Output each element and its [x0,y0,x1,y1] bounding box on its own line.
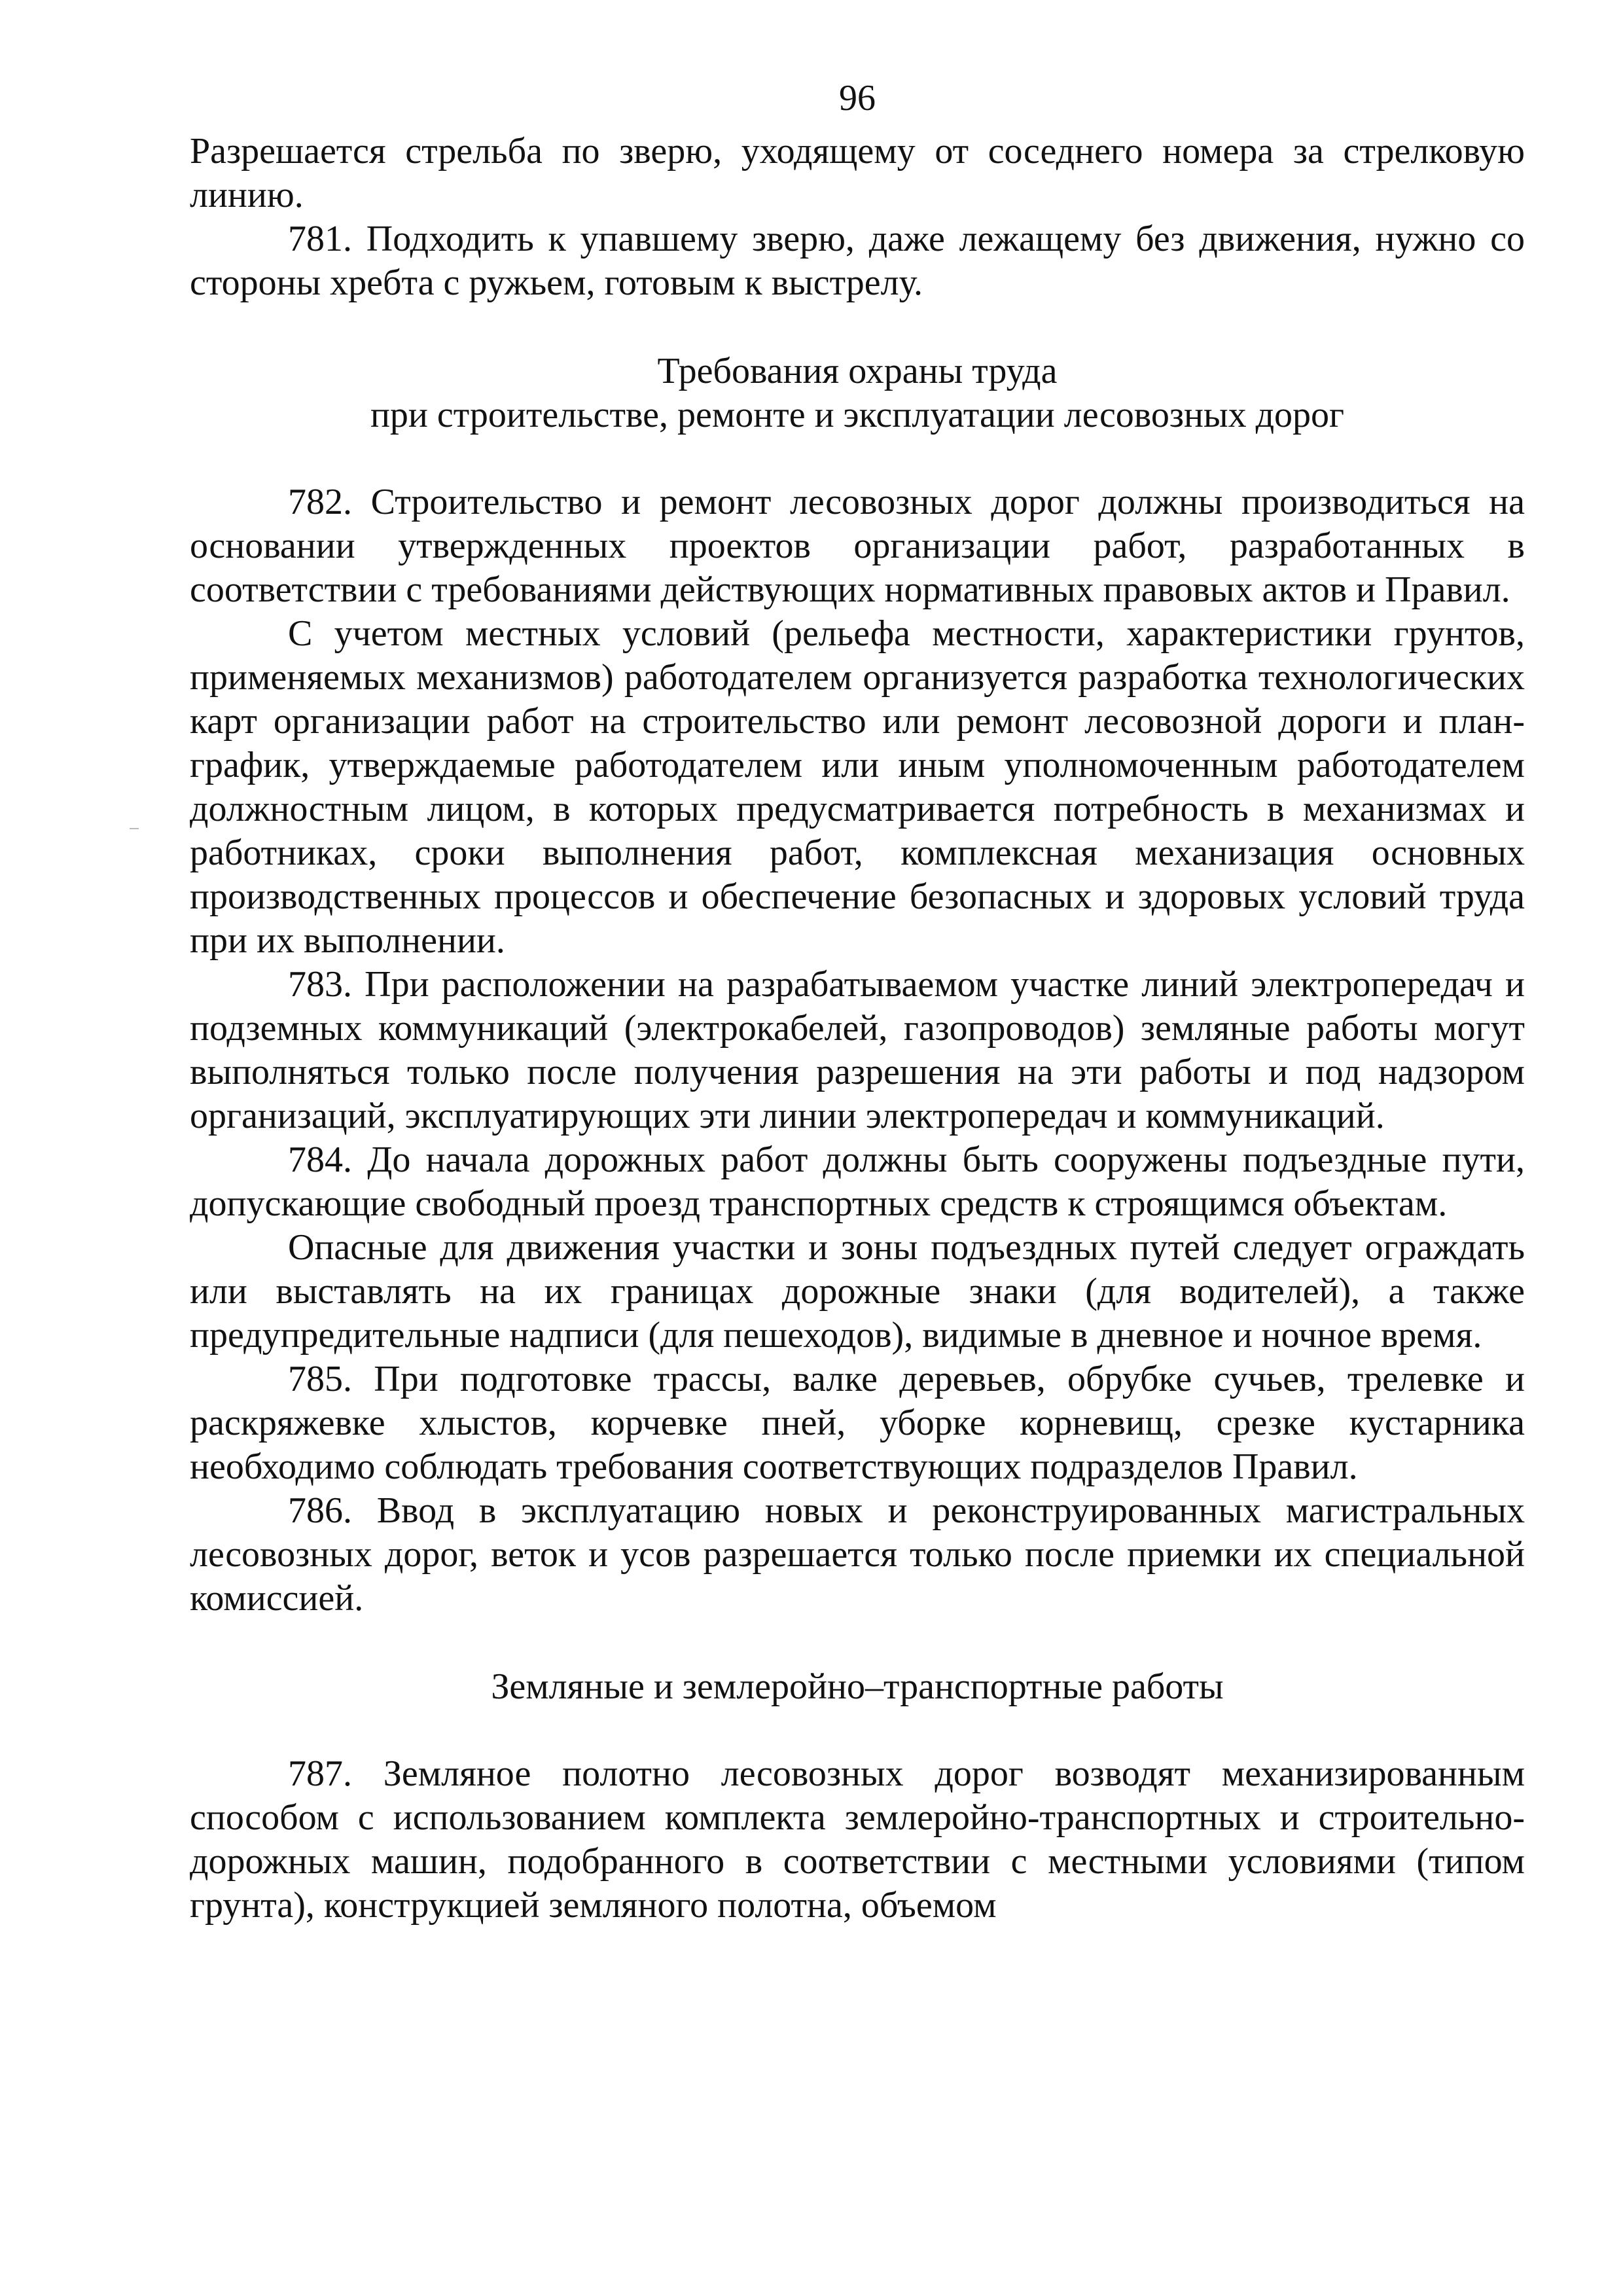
paragraph-785: 785. При подготовке трассы, валке деревьев, обрубке сучьев, трелевке и раскряжевке хлыстов, корчевке пней, уборке корневищ, срезке кустарника необходимо соблюдать требования соответствующих подразделов Правил. [190,1359,1525,1487]
paragraph-787: 787. Земляное полотно лесовозных дорог возводят механизированным способом с использованием комплекта землеройно-транспортных и строительно-дорожных машин, подобранного в соответствии с местными условиями (типом грунта), конструкцией земляного полотна, объемом [190,1753,1525,1926]
paragraph-781: 781. Подходить к упавшему зверю, даже лежащему без движения, нужно со стороны хребта с ружьем, готовым к выстрелу. [190,219,1525,303]
paragraph-782: 782. Строительство и ремонт лесовозных дорог должны производиться на основании утвержденных проектов организации работ, разработанных в соответствии с требованиями действующих нормативных правовых актов и Правил. [190,482,1525,610]
paragraph-786: 786. Ввод в эксплуатацию новых и реконструированных магистральных лесовозных дорог, веток и усов разрешается только после приемки их специальной комиссией. [190,1490,1525,1619]
page-number: 96 [839,78,876,118]
section-heading-line-2: при строительстве, ремонте и эксплуатации лесовозных дорог [370,395,1345,435]
document-page [190,72,1525,1928]
scan-margin-mark [130,828,139,829]
paragraph-783: 783. При расположении на разрабатываемом участке линий электропередач и подземных коммуникаций (электрокабелей, газопроводов) земляные работы могут выполняться только после получения разрешения на эти работы и под надзором организаций, эксплуатирующих эти линии электропередач и коммуникаций. [190,964,1525,1136]
paragraph-hunting-continuation: Разрешается стрельба по зверю, уходящему от соседнего номера за стрелковую линию. [190,131,1525,215]
paragraph-local-conditions: С учетом местных условий (рельефа местности, характеристики грунтов, применяемых механизмов) работодателем организуется разработка технологических карт организации работ на строительство или ремонт лесовозной дороги и план-график, утверждаемые работодателем или иным уполномоченным работодателем должностным лицом, в которых предусматривается потребность в механизмах и работниках, сроки выполнения работ, комплексная механизация основных производственных процессов и обеспечение безопасных и здоровых условий труда при их выполнении. [190,613,1525,961]
paragraph-784: 784. До начала дорожных работ должны быть сооружены подъездные пути, допускающие свободный проезд транспортных средств к строящимся объектам. [190,1139,1525,1224]
section-heading-line-1: Требования охраны труда [657,351,1058,391]
paragraph-dangerous-sections: Опасные для движения участки и зоны подъездных путей следует ограждать или выставлять на их границах дорожные знаки (для водителей), а также предупредительные надписи (для пешеходов), видимые в дневное и ночное время. [190,1227,1525,1355]
subsection-heading-earthworks: Земляные и землеройно–транспортные работы [491,1666,1224,1707]
